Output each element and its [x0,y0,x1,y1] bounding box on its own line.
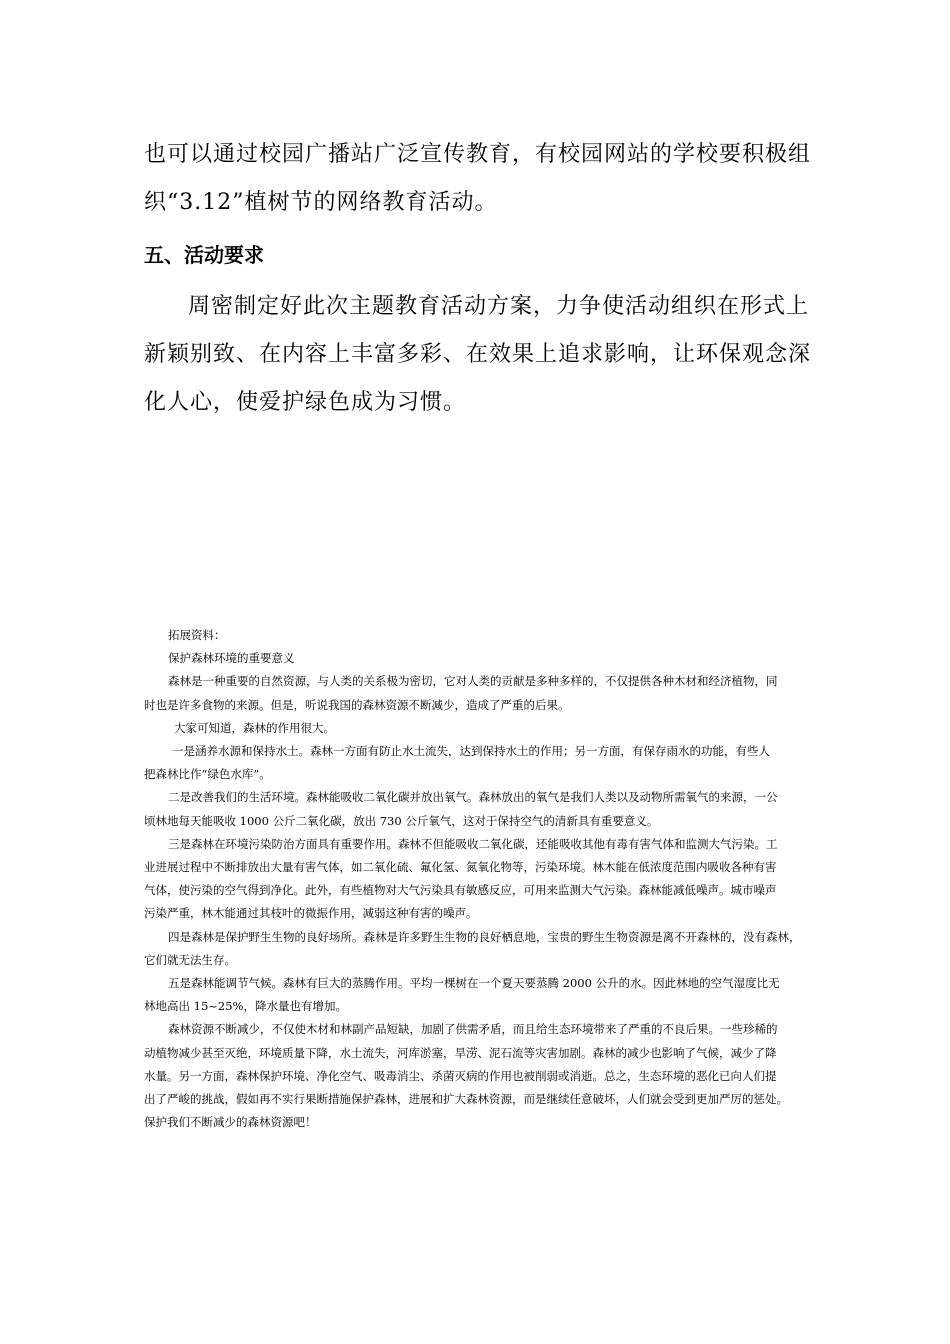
paragraph-line: 二是改善我们的生活环境。森林能吸收二氧化碳并放出氧气。森林放出的氧气是我们人类以及动物所需氧气的来源，一公 [168,790,778,805]
extended-material-section [144,624,814,1134]
paragraph-line: 周密制定好此次主题教育活动方案，力争使活动组织在形式上 [188,294,810,319]
section-heading: 五、活动要求 [144,243,264,267]
paragraph-line: 业进展过程中不断排放出大量有害气体，如二氧化硫、氟化氢、氮氧化物等，污染环境。林木能在低浓度范围内吸收各种有害 [144,860,777,875]
paragraph-line: 顷林地每天能吸收 1000 公斤二氧化碳，放出 730 公斤氧气，这对于保持空气的清新具有重要意义。 [144,813,659,828]
paragraph-line: 时也是许多食物的来源。但是，听说我国的森林资源不断减少，造成了严重的后果。 [144,697,570,712]
paragraph-line: 污染严重，林木能通过其枝叶的微振作用，减弱这种有害的噪声。 [144,906,478,921]
paragraph-line: 新颖别致、在内容上丰富多彩、在效果上追求影响，让环保观念深 [144,342,812,367]
paragraph-line: 大家可知道，森林的作用很大。 [174,720,335,735]
extended-title: 保护森林环境的重要意义 [168,651,295,666]
paragraph-line: 五是森林能调节气候。森林有巨大的蒸腾作用。平均一棵树在一个夏天要蒸腾 2000 公升的水。因此林地的空气湿度比无 [168,976,780,991]
main-text-section [144,131,814,427]
paragraph-line: 三是森林在环境污染防治方面具有重要作用。森林不但能吸收二氧化碳，还能吸收其他有毒有害气体和监测大气污染。工 [168,836,778,851]
paragraph-line: 它们就无法生存。 [144,952,236,967]
paragraph-line: 林地高出 15~25%，降水量也有增加。 [144,999,347,1014]
paragraph-line: 气体，使污染的空气得到净化。此外，有些植物对大气污染具有敏感反应，可用来监测大气污染。森林能减低噪声。城市噪声 [144,883,777,898]
paragraph-line: 也可以通过校园广播站广泛宣传教育，有校园网站的学校要积极组 [144,142,812,167]
paragraph-line: 化人心，使爱护绿色成为习惯。 [144,390,467,415]
extended-label: 拓展资料： [168,628,226,642]
paragraph-line: 出了严峻的挑战，假如再不实行果断措施保护森林，进展和扩大森林资源，而是继续任意破坏，人们就会受到更加严厉的惩处。 [144,1092,788,1107]
paragraph-line: 织“3.12”植树节的网络教育活动。 [144,190,498,215]
paragraph-line: 把森林比作“绿色水库”。 [144,767,271,782]
paragraph-line: 四是森林是保护野生生物的良好场所。森林是许多野生生物的良好栖息地，宝贵的野生生物资源是离不开森林的，没有森林， [168,929,801,944]
paragraph-line: 水量。另一方面，森林保护环境、净化空气、吸毒消尘、杀菌灭病的作用也被削弱或消逝。总之，生态环境的恶化已向人们提 [144,1068,777,1083]
paragraph-line: 保护我们不断减少的森林资源吧！ [144,1115,317,1130]
paragraph-line: 动植物减少甚至灭绝，环境质量下降，水土流失，河库淤塞，旱涝、泥石流等灾害加剧。森林的减少也影响了气候，减少了降 [144,1045,777,1060]
paragraph-line: 森林资源不断减少，不仅使木材和林副产品短缺，加剧了供需矛盾，而且给生态环境带来了严重的不良后果。一些珍稀的 [168,1022,778,1037]
paragraph-line: 一是涵养水源和保持水土。森林一方面有防止水土流失，达到保持水土的作用；另一方面，有保存雨水的功能，有些人 [172,744,770,759]
paragraph-line: 森林是一种重要的自然资源，与人类的关系极为密切，它对人类的贡献是多种多样的，不仅提供各种木材和经济植物，同 [168,674,778,689]
